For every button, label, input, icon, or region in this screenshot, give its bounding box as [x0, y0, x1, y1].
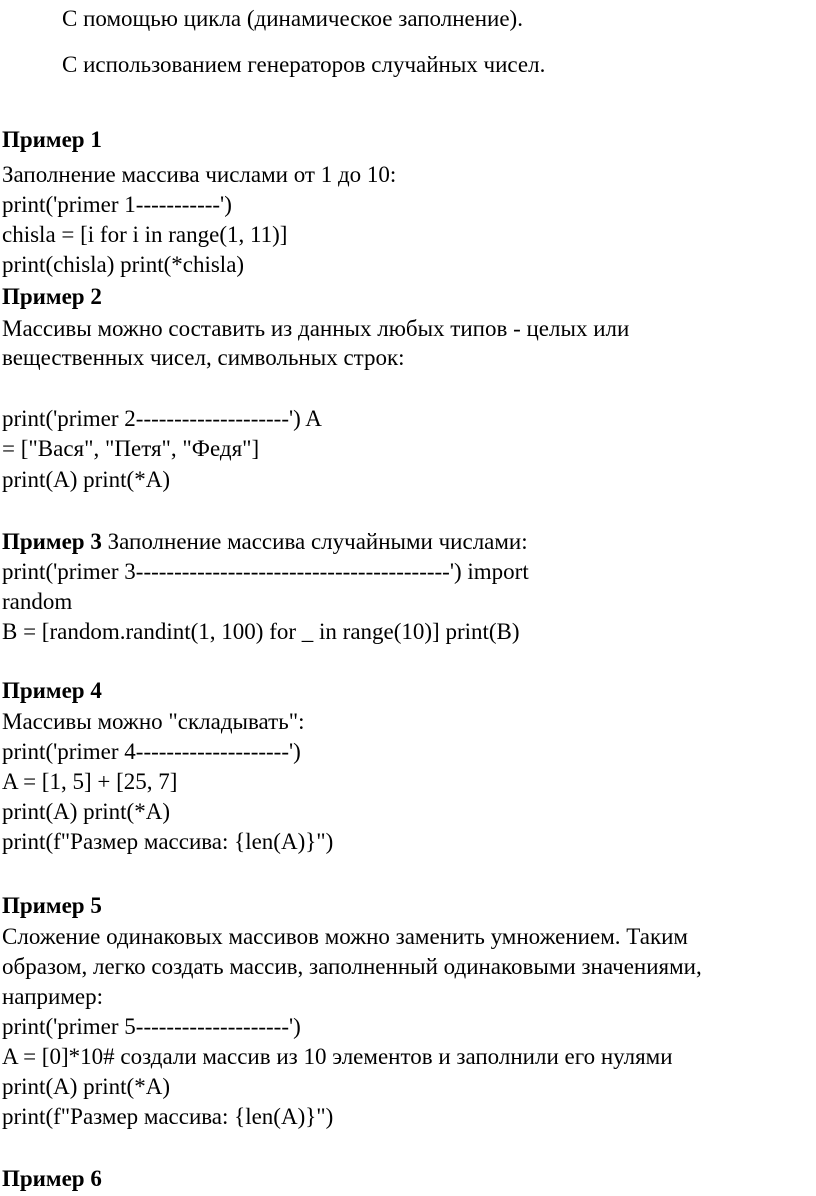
example-3-heading-text: Заполнение массива случайными числами:: [101, 529, 528, 554]
example-4-line: print('primer 4--------------------'): [2, 739, 301, 764]
intro-line-2: С использованием генераторов случайных чисел.: [62, 52, 546, 77]
example-4-heading: Пример 4: [2, 678, 102, 703]
example-1-heading: Пример 1: [2, 127, 102, 152]
example-5-line: print('primer 5--------------------'): [2, 1014, 301, 1039]
intro-line-1: С помощью цикла (динамическое заполнение).: [62, 6, 523, 31]
example-3-line: random: [2, 589, 73, 614]
example-5-line: например:: [2, 984, 103, 1009]
example-1-line: chisla = [i for i in range(1, 11)]: [2, 222, 288, 247]
example-5-heading: Пример 5: [2, 893, 102, 918]
example-1-line: print('primer 1-----------'): [2, 192, 232, 217]
example-2-heading: Пример 2: [2, 284, 102, 309]
example-6-heading: Пример 6: [2, 1166, 102, 1191]
example-4-line: Массивы можно "складывать":: [2, 709, 305, 734]
example-1-line: Заполнение массива числами от 1 до 10:: [2, 162, 397, 187]
example-2-line: = ["Вася", "Петя", "Федя"]: [2, 436, 260, 461]
example-3-line: print('primer 3-----------------------------------------') import: [2, 559, 529, 584]
example-5-line: print(A) print(*A): [2, 1074, 170, 1099]
example-1-line: print(chisla) print(*chisla): [2, 252, 245, 277]
example-3-heading-line: [2, 527, 528, 557]
example-5-line: образом, легко создать массив, заполненный одинаковыми значениями,: [2, 954, 702, 979]
example-5-line: Сложение одинаковых массивов можно заменить умножением. Таким: [2, 924, 688, 949]
example-4-line: print(A) print(*A): [2, 799, 170, 824]
example-4-line: A = [1, 5] + [25, 7]: [2, 769, 178, 794]
example-3-heading: Пример 3: [2, 529, 102, 554]
example-5-line: print(f"Размер массива: {len(A)}"): [2, 1104, 334, 1129]
example-3-line: B = [random.randint(1, 100) for _ in range(10)] print(B): [2, 619, 520, 644]
example-2-line: print(A) print(*A): [2, 467, 170, 492]
example-2-line: Массивы можно составить из данных любых типов - целых или: [2, 316, 630, 341]
example-2-line: вещественных чисел, символьных строк:: [2, 345, 405, 370]
example-4-line: print(f"Размер массива: {len(A)}"): [2, 829, 334, 854]
example-5-line: A = [0]*10# создали массив из 10 элементов и заполнили его нулями: [2, 1044, 673, 1069]
example-2-line: print('primer 2--------------------') A: [2, 406, 322, 431]
